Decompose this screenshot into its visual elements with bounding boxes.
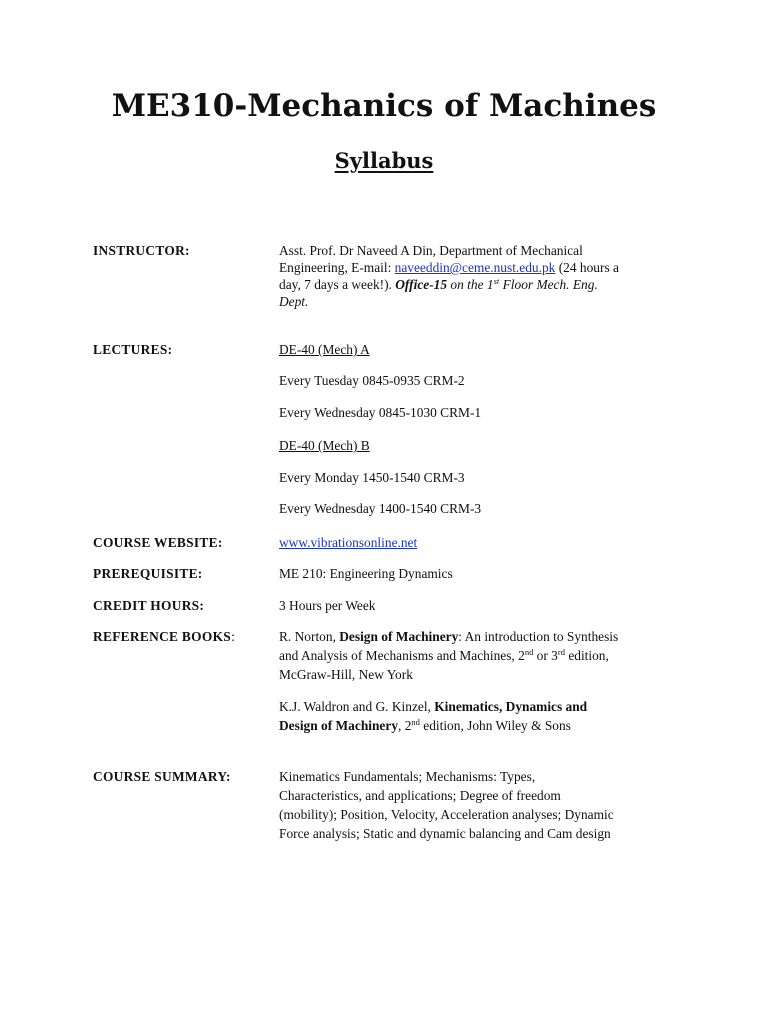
book-2-line-2 [279,717,699,734]
lectures-section-a: DE-40 (Mech) A [279,342,370,357]
book-2-line-1 [279,698,699,715]
book-1-author: R. Norton, [279,629,340,644]
book-1-line-2-suffix: edition, [564,648,609,663]
page-title: ME310-Mechanics of Machines [111,88,657,124]
book-2-title-1: Kinematics, Dynamics and [434,699,588,714]
book-1-sup-1: nd [524,647,534,657]
prerequisite-label: PREREQUISITE: [93,566,203,581]
book-1-line-3: McGraw-Hill, New York [279,667,413,682]
summary-line-1: Kinematics Fundamentals; Mechanisms: Types, [279,769,536,784]
reference-books-label [93,628,273,645]
reference-books-label-colon: : [231,629,236,644]
instructor-label: INSTRUCTOR: [93,243,190,258]
instructor-line-4-text: Dept. [279,294,309,309]
book-1-line-2 [279,647,699,664]
lectures-a-slot-2: Every Wednesday 0845-1030 CRM-1 [279,405,482,420]
instructor-line-3-suffix: Floor Mech. Eng. [499,277,598,292]
instructor-line-2 [279,259,699,276]
summary-line-2: Characteristics, and applications; Degree of freedom [279,788,561,803]
prerequisite-value: ME 210: Engineering Dynamics [279,566,453,581]
summary-label: COURSE SUMMARY: [93,769,231,784]
book-1-line-2-prefix: and Analysis of Mechanisms and Machines, 2 [279,648,525,663]
website-label: COURSE WEBSITE: [93,535,223,550]
book-2-author: K.J. Waldron and G. Kinzel, [279,699,435,714]
instructor-line-3-prefix: day, 7 days a week!). [279,277,396,292]
summary-line-4: Force analysis; Static and dynamic balancing and Cam design [279,826,611,841]
instructor-line-1: Asst. Prof. Dr Naveed A Din, Department of Mechanical [279,243,583,258]
lectures-section-b: DE-40 (Mech) B [279,438,370,453]
instructor-office: Office-15 [395,277,448,292]
website-value [279,534,699,551]
credit-hours-value: 3 Hours per Week [279,598,376,613]
lectures-b-slot-2: Every Wednesday 1400-1540 CRM-3 [279,501,482,516]
book-1-title: Design of Machinery [339,629,459,644]
instructor-line-3 [279,276,699,293]
lectures-b-slot-1: Every Monday 1450-1540 CRM-3 [279,470,465,485]
instructor-email-link[interactable]: naveeddin@ceme.nust.edu.pk [394,260,556,275]
lectures-a-slot-1: Every Tuesday 0845-0935 CRM-2 [279,373,465,388]
website-link[interactable]: www.vibrationsonline.net [279,535,418,550]
book-2-sup: nd [411,717,420,727]
lectures-label: LECTURES: [93,342,173,357]
instructor-line-3-mid: on the 1 [447,277,494,292]
book-1-sup-2: rd [557,647,565,657]
summary-line-3: (mobility); Position, Velocity, Acceleration analyses; Dynamic [279,807,614,822]
book-1-or: or 3 [533,648,558,663]
book-1-line-1 [279,628,699,645]
page-subtitle: Syllabus [334,148,434,173]
instructor-line-4 [279,293,699,310]
book-2-mid: , 2 [398,718,412,733]
reference-books-label-text: REFERENCE BOOKS [93,629,232,644]
credit-hours-label: CREDIT HOURS: [93,598,205,613]
book-1-line-1-rest: : An introduction to Synthesis [458,629,619,644]
instructor-line-3-sup: st [493,276,500,286]
book-2-title-2: Design of Machinery [279,718,399,733]
book-2-suffix: edition, John Wiley & Sons [419,718,571,733]
instructor-line-2-suffix: (24 hours a [555,260,619,275]
instructor-line-2-prefix: Engineering, E-mail: [279,260,395,275]
